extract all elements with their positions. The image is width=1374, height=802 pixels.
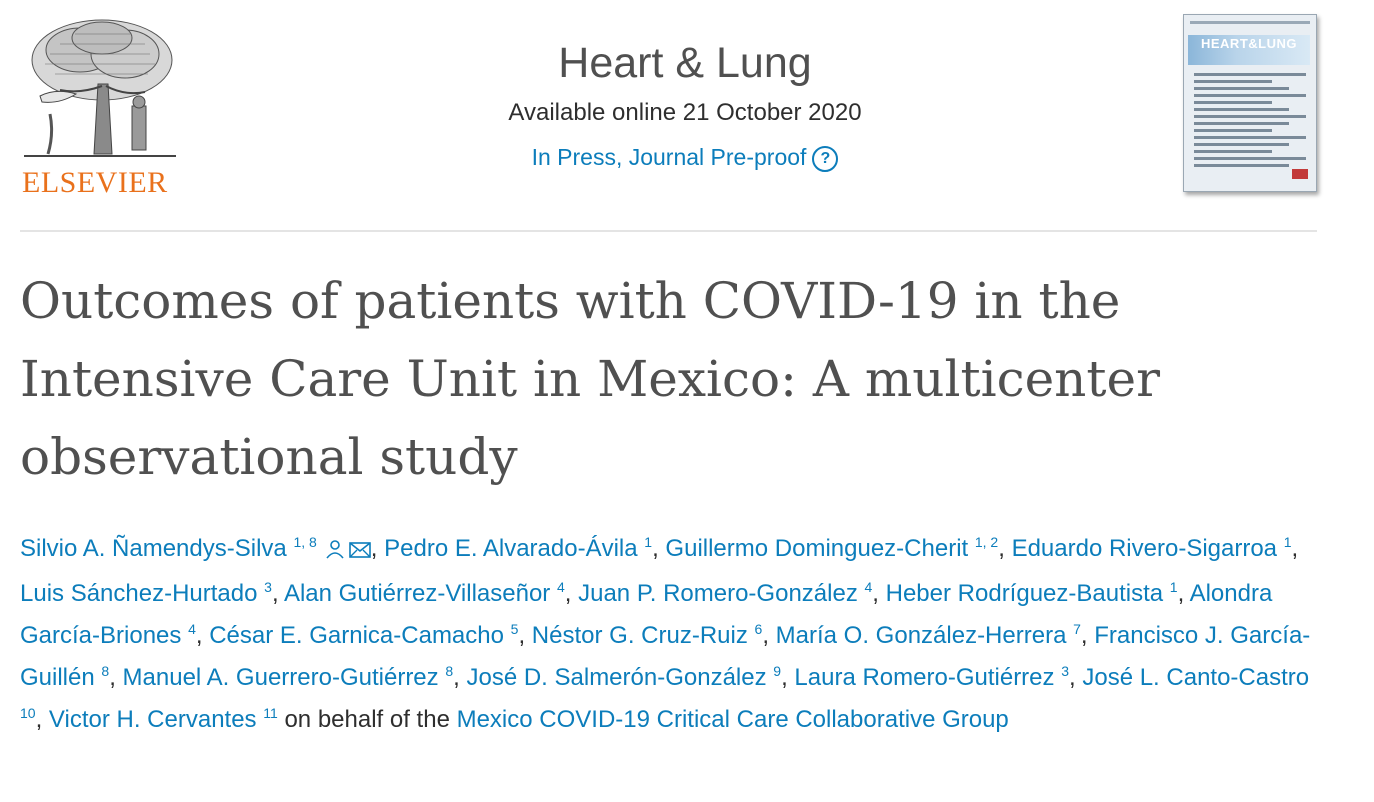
author-name[interactable]: Laura Romero-Gutiérrez (794, 664, 1055, 691)
author-list: Silvio A. Ñamendys-Silva $^{1, 8}$ , Pedro E. Alvarado-Ávila $^1$, Guillermo Dominguez-Cherit $^{1, 2}$, Eduardo Rivero-Sigarroa $^1$, Luis Sánchez-Hurtado $^3$, Alan Gutiérrez-Villaseñor $^4$, Juan P. Romero-González $^4$, Heber Rodríguez-Bautista $^1$, Alondra García-Briones $^4$, César E. Garnica-Camacho $^5$, Néstor G. Cruz-Ruiz $^6$, María O. González-Herrera $^7$, Francisco J. García-Guillén $^8$, Manuel A. Guerrero-Gutiérrez $^8$, José D. Salmerón-González $^9$, Laura Romero-Gutiérrez $^3$, José L. Canto-Castro $^{10}$, Victor H. Cervantes $^{11}$ on behalf of the Mexico COVID-19 Critical Care Collaborative Group (20, 528, 1320, 741)
author-name[interactable]: Guillermo Dominguez-Cherit (665, 535, 969, 562)
header-divider (20, 230, 1317, 232)
author-name[interactable]: César E. Garnica-Camacho (209, 622, 504, 649)
author-entry (532, 622, 763, 649)
author-affiliation[interactable]: 1 (1283, 534, 1292, 550)
publisher-wordmark: ELSEVIER (22, 166, 168, 199)
author-name[interactable]: Pedro E. Alvarado-Ávila (384, 535, 638, 562)
author-entry (49, 706, 278, 733)
cover-banner (1188, 35, 1310, 65)
author-affiliation[interactable]: 9 (773, 663, 782, 679)
author-affiliation[interactable]: 1, 2 (974, 534, 999, 550)
cover-title-left: HEART (1200, 36, 1249, 51)
author-name[interactable]: José D. Salmerón-González (466, 664, 767, 691)
on-behalf-text: on behalf of the (284, 706, 450, 733)
author-affiliation[interactable]: 10 (20, 705, 36, 721)
author-entry (578, 580, 872, 607)
help-icon[interactable]: ? (812, 146, 838, 172)
email-icon[interactable] (349, 531, 371, 573)
author-entry (20, 580, 272, 607)
author-name[interactable]: José L. Canto-Castro (1082, 664, 1310, 691)
cover-contents-lines (1194, 73, 1306, 171)
author-entry (665, 535, 998, 562)
author-name[interactable]: Manuel A. Guerrero-Gutiérrez (122, 664, 439, 691)
author-entry (776, 622, 1081, 649)
author-affiliation[interactable]: 1, 8 (293, 534, 317, 550)
cover-title-right: LUNG (1258, 36, 1297, 51)
author-entry (209, 622, 518, 649)
author-affiliation[interactable]: 8 (445, 663, 454, 679)
author-affiliation[interactable]: 4 (556, 579, 565, 595)
author-entry (384, 535, 652, 562)
publication-status-label[interactable]: In Press, Journal Pre-proof (531, 144, 807, 170)
author-entry (284, 580, 565, 607)
author-name[interactable]: Alan Gutiérrez-Villaseñor (283, 580, 551, 607)
author-affiliation[interactable]: 11 (263, 705, 278, 721)
author-name[interactable]: María O. González-Herrera (775, 622, 1067, 649)
article-title: Outcomes of patients with COVID-19 in the Intensive Care Unit in Mexico: A multicenter observational study (20, 272, 1160, 486)
author-name[interactable]: Silvio A. Ñamendys-Silva (20, 535, 287, 562)
author-affiliation[interactable]: 1 (644, 534, 653, 550)
cover-topbar (1190, 21, 1310, 24)
elsevier-tree-icon (20, 14, 180, 164)
collaborative-group-link[interactable]: Mexico COVID-19 Critical Care Collaborative Group (456, 706, 1009, 733)
journal-cover-image[interactable] (1183, 14, 1317, 192)
cover-badge (1292, 169, 1308, 179)
author-name[interactable]: Alondra García-Briones (20, 580, 1273, 649)
author-affiliation[interactable]: 3 (1061, 663, 1069, 679)
cover-title-amp: & (1248, 36, 1259, 51)
author-name[interactable]: Néstor G. Cruz-Ruiz (531, 622, 748, 649)
publication-status[interactable] (400, 142, 970, 172)
author-name[interactable]: Francisco J. García-Guillén (20, 622, 1311, 691)
elsevier-logo[interactable] (20, 14, 182, 199)
author-affiliation[interactable]: 4 (188, 621, 196, 637)
journal-title[interactable]: Heart & Lung (558, 39, 812, 87)
author-entry (20, 535, 371, 562)
author-name[interactable]: Heber Rodríguez-Bautista (885, 580, 1164, 607)
author-affiliation[interactable]: 7 (1073, 621, 1081, 637)
available-online-date: Available online 21 October 2020 (508, 99, 862, 126)
author-entry (1012, 535, 1292, 562)
author-name[interactable]: Eduardo Rivero-Sigarroa (1011, 535, 1278, 562)
author-name[interactable]: Victor H. Cervantes (48, 706, 257, 733)
author-name[interactable]: Juan P. Romero-González (578, 580, 858, 607)
article-header (20, 10, 1320, 200)
author-name[interactable]: Luis Sánchez-Hurtado (20, 580, 258, 607)
author-affiliation[interactable]: 8 (101, 663, 110, 679)
author-entry (794, 664, 1069, 691)
author-affiliation[interactable]: 6 (754, 621, 763, 637)
author-affiliation[interactable]: 1 (1169, 579, 1178, 595)
author-entry (886, 580, 1178, 607)
author-entry (466, 664, 781, 691)
author-affiliation[interactable]: 3 (264, 579, 272, 595)
author-affiliation[interactable]: 4 (864, 579, 873, 595)
person-icon[interactable] (325, 531, 345, 573)
journal-info (400, 36, 970, 172)
author-entry (123, 664, 454, 691)
author-affiliation[interactable]: 5 (510, 621, 519, 637)
